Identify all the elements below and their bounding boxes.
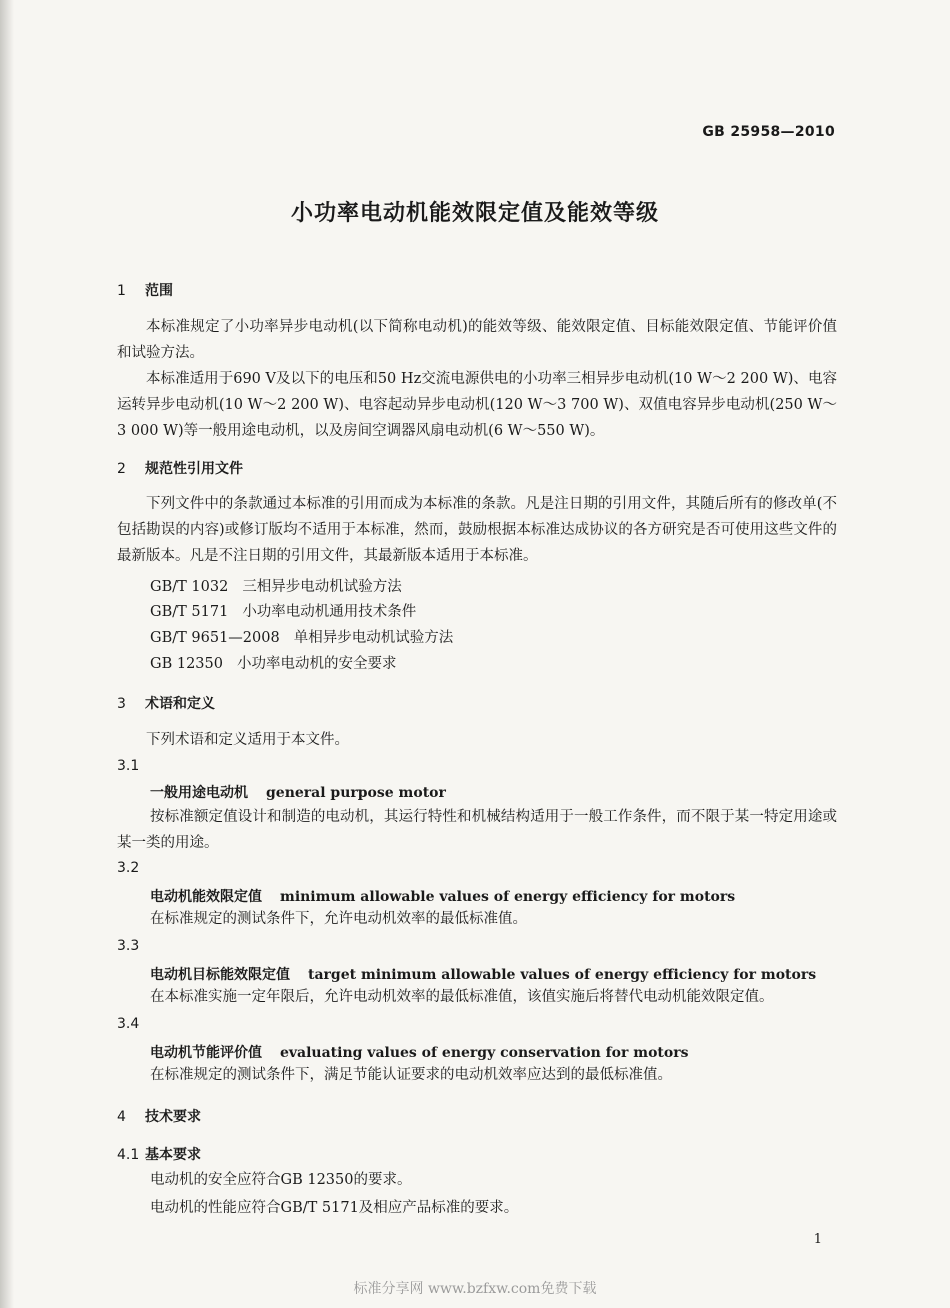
clause-number: 3.4: [117, 1016, 140, 1032]
subsection-title: 基本要求: [145, 1147, 201, 1163]
reference-item: [150, 600, 416, 621]
section-2-heading: [117, 458, 243, 478]
reference-title: 小功率电动机通用技术条件: [242, 604, 417, 620]
term-chinese: 电动机节能评价值: [150, 1045, 262, 1061]
subsection-number: 4.1: [117, 1147, 140, 1163]
term-entry: [150, 1042, 689, 1062]
term-english: general purpose motor: [266, 785, 446, 801]
reference-title: 单相异步电动机试验方法: [293, 630, 454, 646]
term-entry: [150, 782, 446, 802]
section-number: 4: [117, 1109, 126, 1125]
term-definition: 在标准规定的测试条件下，满足节能认证要求的电动机效率应达到的最低标准值。: [150, 1067, 672, 1083]
term-english: minimum allowable values of energy efficiency for motors: [280, 889, 736, 905]
section-number: 1: [117, 283, 126, 299]
term-definition: 按标准额定值设计和制造的电动机，其运行特性和机械结构适用于一般工作条件，而不限于某一特定用途或某一类的用途。: [117, 809, 837, 851]
standard-code: GB 25958—2010: [702, 124, 835, 140]
document-title: 小功率电动机能效限定值及能效等级: [290, 201, 659, 226]
page-number: 1: [813, 1232, 822, 1247]
section-1-heading: [117, 280, 173, 300]
requirement-line: 电动机的性能应符合GB/T 5171及相应产品标准的要求。: [150, 1200, 519, 1216]
term-chinese: 一般用途电动机: [150, 785, 248, 801]
term-chinese: 电动机目标能效限定值: [150, 967, 290, 983]
term-english: target minimum allowable values of energy efficiency for motors: [308, 967, 817, 983]
reference-title: 小功率电动机的安全要求: [236, 656, 397, 672]
term-definition: 在标准规定的测试条件下，允许电动机效率的最低标准值。: [150, 911, 527, 927]
section-3-heading: [117, 693, 215, 713]
term-chinese: 电动机能效限定值: [150, 889, 262, 905]
paragraph: 本标准适用于690 V及以下的电压和50 Hz交流电源供电的小功率三相异步电动机(10 W～2 200 W)、电容运转异步电动机(10 W～2 200 W)、电容起动异步电动机(120 W～3 700 W)、双值电容异步电动机(250 W～3 000 W)等一般用途电动机，以及房间空调器风扇电动机(6 W～550 W)。: [117, 371, 837, 439]
reference-item: [150, 626, 453, 647]
section-title: 技术要求: [145, 1109, 201, 1125]
reference-item: [150, 575, 402, 596]
clause-number: 3.1: [117, 758, 140, 774]
section-4-heading: [117, 1106, 201, 1126]
term-definition: 在本标准实施一定年限后，允许电动机效率的最低标准值，该值实施后将替代电动机能效限定值。: [150, 989, 774, 1005]
term-english: evaluating values of energy conservation for motors: [280, 1045, 689, 1061]
section-number: 3: [117, 696, 126, 712]
reference-code: GB 12350: [150, 656, 223, 672]
reference-code: GB/T 1032: [150, 579, 229, 595]
clause-number: 3.3: [117, 938, 140, 954]
paragraph: 本标准规定了小功率异步电动机(以下简称电动机)的能效等级、能效限定值、目标能效限定值、节能评价值和试验方法。: [117, 319, 837, 361]
reference-code: GB/T 5171: [150, 604, 229, 620]
section-title: 规范性引用文件: [145, 461, 243, 477]
reference-code: GB/T 9651—2008: [150, 630, 280, 646]
reference-title: 三相异步电动机试验方法: [242, 579, 402, 595]
requirement-line: 电动机的安全应符合GB 12350的要求。: [150, 1172, 412, 1188]
paragraph: 下列术语和定义适用于本文件。: [146, 732, 349, 748]
reference-item: [150, 652, 396, 673]
paragraph: 下列文件中的条款通过本标准的引用而成为本标准的条款。凡是注日期的引用文件，其随后所有的修改单(不包括勘误的内容)或修订版均不适用于本标准，然而，鼓励根据本标准达成协议的各方研究是否可使用这些文件的最新版本。凡是不注日期的引用文件，其最新版本适用于本标准。: [117, 496, 837, 564]
section-title: 术语和定义: [145, 696, 215, 712]
term-entry: [150, 964, 816, 984]
section-number: 2: [117, 461, 126, 477]
subsection-4-1-heading: [117, 1144, 201, 1164]
section-title: 范围: [145, 283, 173, 299]
clause-number: 3.2: [117, 860, 140, 876]
watermark-footer: 标准分享网 www.bzfxw.com免费下载: [353, 1281, 597, 1297]
term-entry: [150, 886, 735, 906]
